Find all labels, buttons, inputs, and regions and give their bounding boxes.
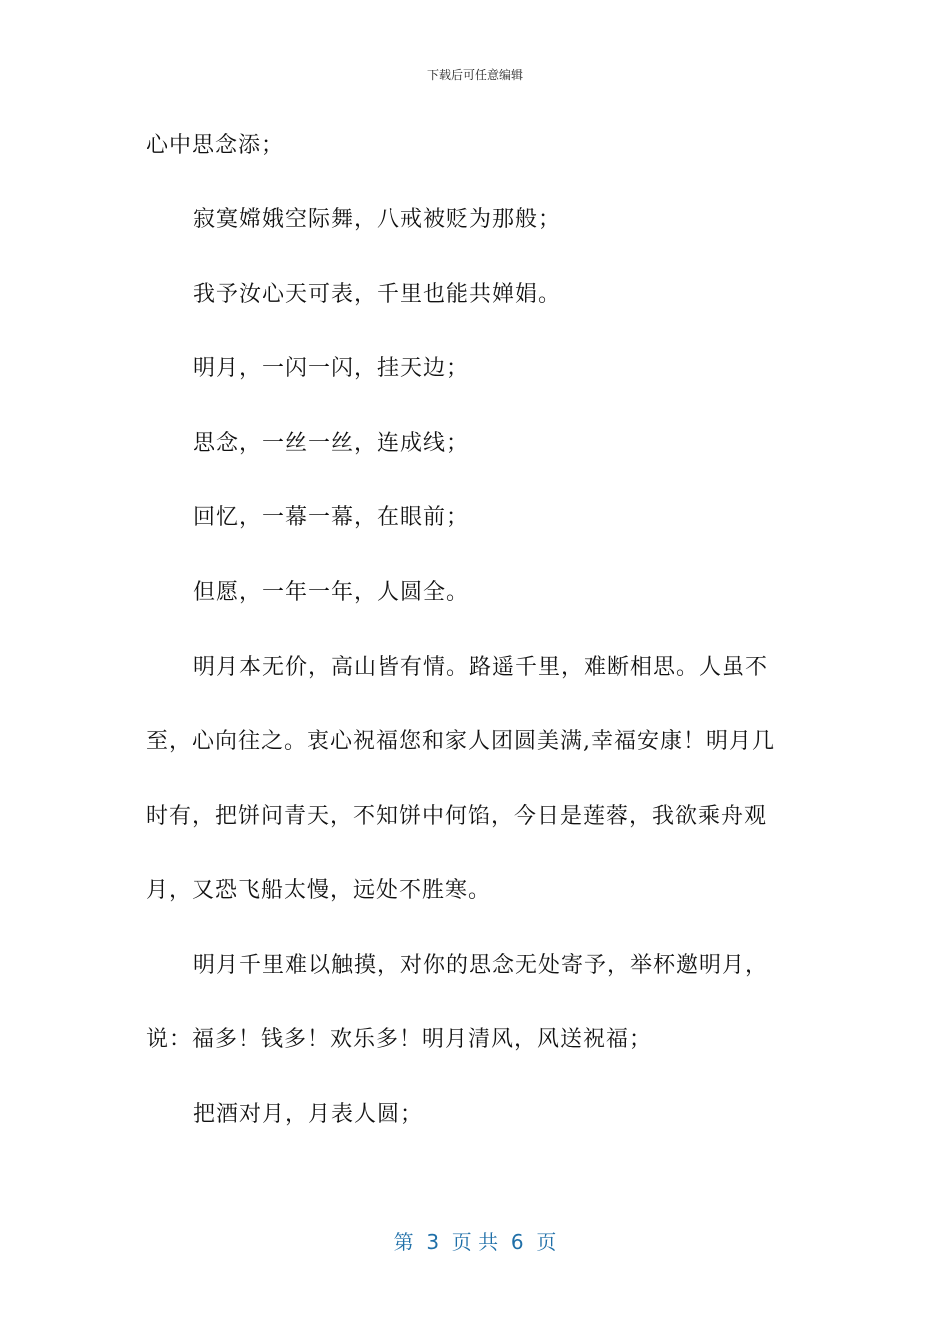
text-line: 明月，一闪一闪，挂天边； xyxy=(193,356,470,381)
text-line: 明月千里难以触摸，对你的思念无处寄予，举杯邀明月， xyxy=(193,953,769,978)
text-line: 明月本无价，高山皆有情。路遥千里，难断相思。人虽不 xyxy=(193,655,769,680)
text-line: 至，心向往之。衷心祝福您和家人团圆美满,幸福安康！明月几 xyxy=(146,729,775,754)
page-number: 第 3 页 共 6 页 xyxy=(393,1230,557,1254)
text-line: 但愿，一年一年，人圆全。 xyxy=(193,580,470,605)
text-line: 我予汝心天可表，千里也能共婵娟。 xyxy=(193,282,562,307)
text-line: 把酒对月，月表人圆； xyxy=(193,1102,424,1127)
text-line: 月，又恐飞船太慢，远处不胜寒。 xyxy=(146,878,492,903)
text-line: 思念，一丝一丝，连成线； xyxy=(193,431,470,456)
text-line: 时有，把饼问青天，不知饼中何馅，今日是莲蓉，我欲乘舟观 xyxy=(146,804,768,829)
text-line: 回忆，一幕一幕，在眼前； xyxy=(193,505,470,530)
text-line: 心中思念添； xyxy=(146,133,285,158)
text-line: 寂寞嫦娥空际舞，八戒被贬为那般； xyxy=(193,207,562,232)
page-header-note: 下载后可任意编辑 xyxy=(426,68,523,82)
text-line: 说：福多！钱多！欢乐多！明月清风，风送祝福； xyxy=(146,1027,653,1052)
